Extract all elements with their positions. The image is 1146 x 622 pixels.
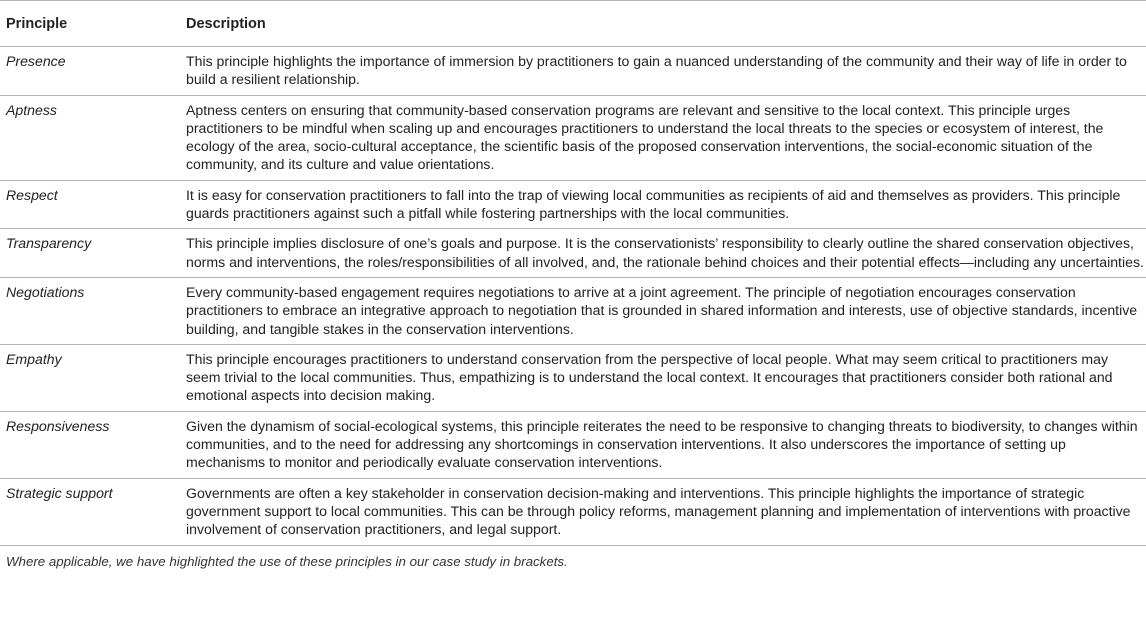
description-cell: Governments are often a key stakeholder in conservation decision-making and interventions. This principle highlights the importance of strategic government support to local communities. This can be through policy reforms, management planning and implementation of interventions with proactive involvement of conservation practitioners, and legal support.	[181, 478, 1146, 545]
table-row	[0, 478, 1146, 545]
principle-cell: Aptness	[0, 95, 181, 180]
principle-cell: Transparency	[0, 229, 181, 278]
table-body	[0, 47, 1146, 546]
table-row	[0, 344, 1146, 411]
principle-cell: Respect	[0, 180, 181, 229]
description-cell: This principle highlights the importance of immersion by practitioners to gain a nuanced understanding of the community and their way of life in order to build a resilient relationship.	[181, 47, 1146, 96]
table-row	[0, 411, 1146, 478]
column-header-description: Description	[181, 1, 1146, 47]
principle-cell: Presence	[0, 47, 181, 96]
principle-cell: Empathy	[0, 344, 181, 411]
principle-cell: Strategic support	[0, 478, 181, 545]
description-cell: Every community-based engagement requires negotiations to arrive at a joint agreement. The principle of negotiation encourages conservation practitioners to embrace an integrative approach to negotiation that is grounded in shared information and interests, use of objective standards, incentive building, and tangible stakes in the conservation interventions.	[181, 277, 1146, 344]
description-cell: This principle implies disclosure of one’s goals and purpose. It is the conservationists’ responsibility to clearly outline the shared conservation objectives, norms and interventions, the roles/responsibilities of all involved, and, the rationale behind choices and their potential effects—including any uncertainties.	[181, 229, 1146, 278]
table-footnote: Where applicable, we have highlighted the use of these principles in our case study in brackets.	[6, 553, 568, 569]
description-cell: Aptness centers on ensuring that community-based conservation programs are relevant and sensitive to the local context. This principle urges practitioners to be mindful when scaling up and encourages practitioners to understand the local threats to the species or ecosystem of interest, the ecology of the area, socio-cultural acceptance, the scientific basis of the proposed conservation interventions, the social-economic situation of the community, and its culture and value orientations.	[181, 95, 1146, 180]
table-row	[0, 229, 1146, 278]
table-header	[0, 1, 1146, 47]
table-row	[0, 277, 1146, 344]
principle-cell: Responsiveness	[0, 411, 181, 478]
header-row	[0, 1, 1146, 47]
column-header-principle: Principle	[0, 1, 181, 47]
table-row	[0, 47, 1146, 96]
principle-cell: Negotiations	[0, 277, 181, 344]
description-cell: This principle encourages practitioners to understand conservation from the perspective of local people. What may seem critical to practitioners may seem trivial to the local communities. Thus, empathizing is to understand the local context. It encourages that practitioners consider both rational and emotional aspects into decision making.	[181, 344, 1146, 411]
table-row	[0, 95, 1146, 180]
description-cell: It is easy for conservation practitioners to fall into the trap of viewing local communities as recipients of aid and themselves as providers. This principle guards practitioners against such a pitfall while fostering partnerships with the local communities.	[181, 180, 1146, 229]
table-row	[0, 180, 1146, 229]
description-cell: Given the dynamism of social-ecological systems, this principle reiterates the need to be responsive to changing threats to biodiversity, to changes within communities, and to the need for addressing any shortcomings in conservation interventions. It also underscores the importance of setting up mechanisms to monitor and periodically evaluate conservation interventions.	[181, 411, 1146, 478]
